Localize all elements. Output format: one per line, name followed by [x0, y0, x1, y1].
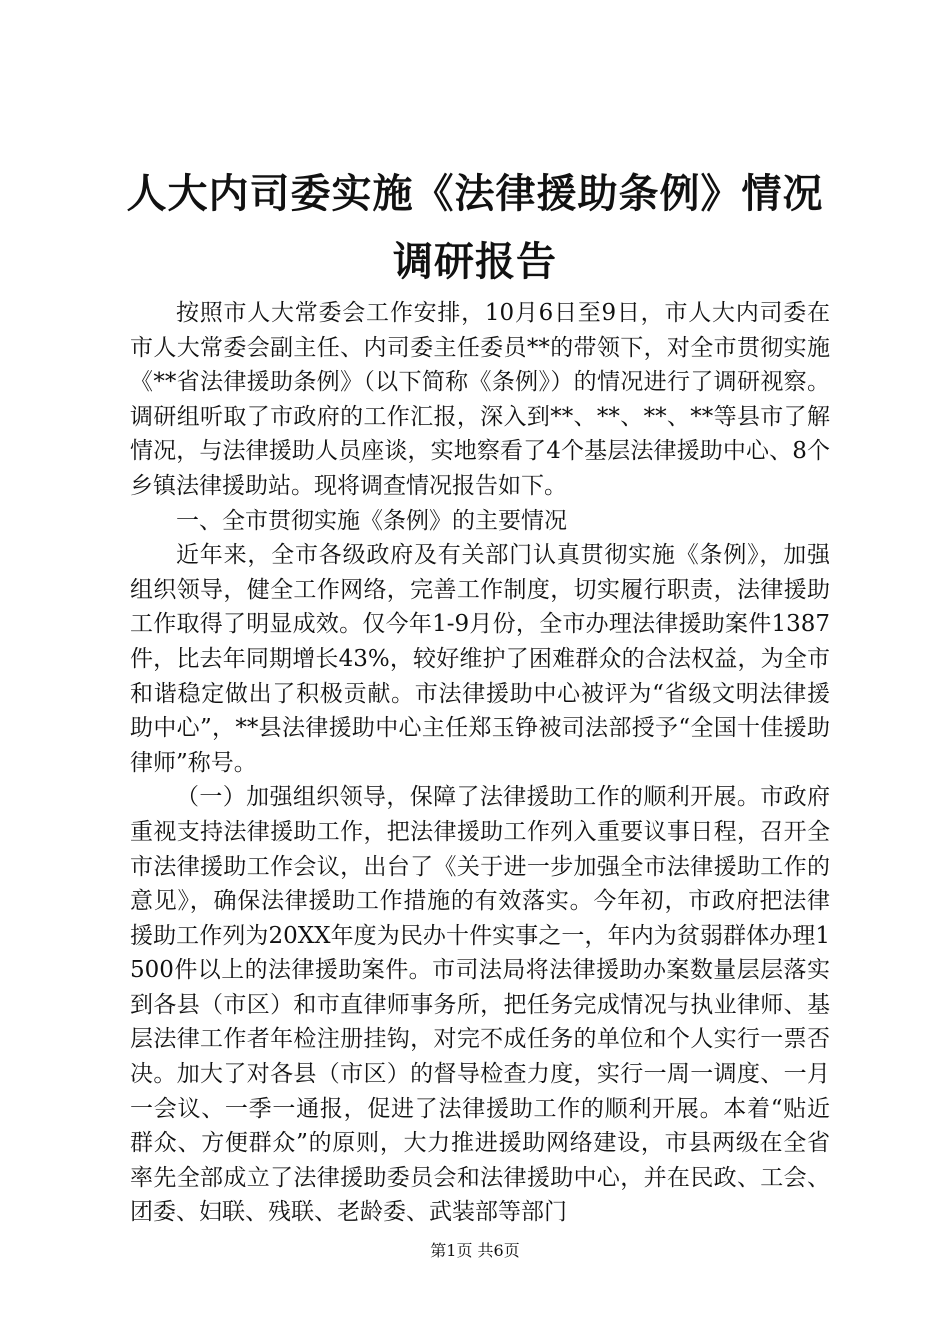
- document-title: 人大内司委实施《法律援助条例》情况调研报告: [126, 170, 824, 285]
- paragraph-intro: 按照市人大常委会工作安排，10月6日至9日，市人大内司委在市人大常委会副主任、内司委主任委员**的带领下，对全市贯彻实施《**省法律援助条例》（以下简称《条例》）的情况进行了调研视察。调研组听取了市政府的工作汇报，深入到**、**、**、**等县市了解情况，与法律援助人员座谈，实地察看了4个基层法律援助中心、8个乡镇法律援助站。现将调查情况报告如下。: [130, 300, 830, 499]
- section-heading: 一、全市贯彻实施《条例》的主要情况: [176, 507, 567, 534]
- paragraph-overview: 近年来，全市各级政府及有关部门认真贯彻实施《条例》，加强组织领导，健全工作网络，完善工作制度，切实履行职责，法律援助工作取得了明显成效。仅今年1-9月份，全市办理法律援助案件1387件，比去年同期增长43%，较好维护了困难群众的合法权益，为全市和谐稳定做出了积极贡献。市法律援助中心被评为“省级文明法律援助中心”，**县法律援助中心主任郑玉铮被司法部授予“全国十佳援助律师”称号。: [130, 542, 830, 776]
- document-body: [130, 296, 830, 1230]
- page-number: 第1页 共6页: [430, 1241, 520, 1260]
- paragraph-organization: （一）加强组织领导，保障了法律援助工作的顺利开展。市政府重视支持法律援助工作，把法律援助工作列入重要议事日程，召开全市法律援助工作会议，出台了《关于进一步加强全市法律援助工作的意见》，确保法律援助工作措施的有效落实。今年初，市政府把法律援助工作列为20XX年度为民办十件实事之一，年内为贫弱群体办理1500件以上的法律援助案件。市司法局将法律援助办案数量层层落实到各县（市区）和市直律师事务所，把任务完成情况与执业律师、基层法律工作者年检注册挂钩，对完不成任务的单位和个人实行一票否决。加大了对各县（市区）的督导检查力度，实行一周一调度、一月一会议、一季一通报，促进了法律援助工作的顺利开展。本着“贴近群众、方便群众”的原则，大力推进援助网络建设，市县两级在全省率先全部成立了法律援助委员会和法律援助中心，并在民政、工会、团委、妇联、残联、老龄委、武装部等部门: [130, 784, 830, 1226]
